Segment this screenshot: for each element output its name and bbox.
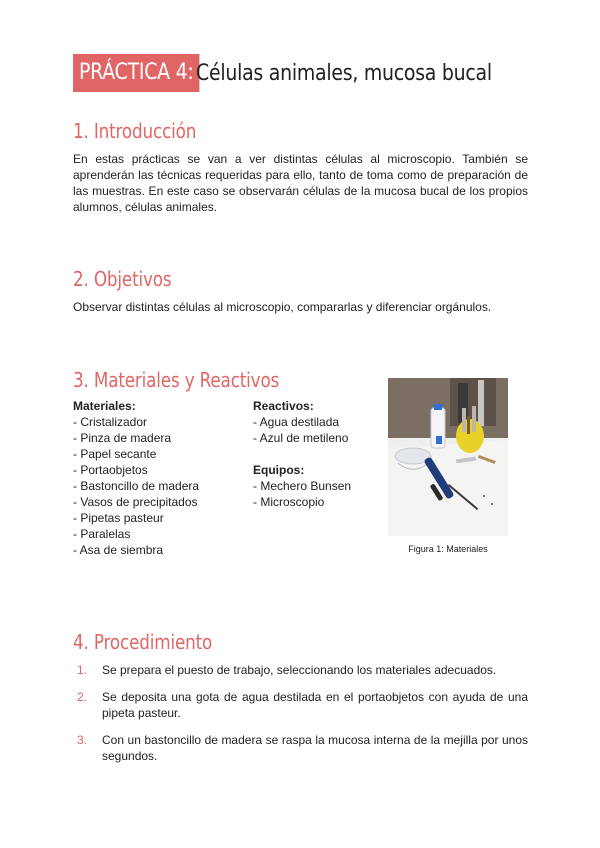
materials-label: Materiales: [73,399,136,413]
spacer [253,446,351,462]
step-number: 1. [77,663,88,677]
procedure-step [73,732,528,764]
materials-column [73,398,199,558]
step-text: Se prepara el puesto de trabajo, seleccionando los materiales adecuados. [102,663,497,677]
list-item: - Mechero Bunsen [253,479,352,493]
list-item: - Agua destilada [253,415,340,429]
step-text: Con un bastoncillo de madera se raspa la mucosa interna de la mejilla por unos segundos. [102,733,528,763]
list-item: - Paralelas [73,527,131,541]
materials-photo [388,378,508,536]
heading-objectives: 2. Objetivos [73,267,172,291]
list-item: - Bastoncillo de madera [73,479,200,493]
step-number: 2. [77,690,88,704]
materials-photo-illustration [388,378,508,536]
document-title [73,53,540,93]
list-item: - Pinza de madera [73,431,172,445]
list-item: - Vasos de precipitados [73,495,198,509]
figure-caption: Figura 1: Materiales [408,544,488,554]
step-number: 3. [77,733,88,747]
list-item: - Asa de siembra [73,543,164,557]
list-item: - Portaobjetos [73,463,148,477]
list-item: - Microscopio [253,495,325,509]
heading-materials: 3. Materiales y Reactivos [73,368,280,392]
title-badge: PRÁCTICA 4: [73,54,200,92]
list-item: - Papel secante [73,447,157,461]
title-text: Células animales, mucosa bucal [196,60,492,86]
step-text: Se deposita una gota de agua destilada en el portaobjetos con ayuda de una pipeta pasteur. [102,690,528,720]
procedure-steps [73,662,528,775]
reagents-label: Reactivos: [253,399,314,413]
procedure-step [73,689,528,721]
heading-introduction: 1. Introducción [73,119,197,143]
procedure-step [73,662,528,678]
list-item: - Azul de metileno [253,431,349,445]
list-item: - Cristalizador [73,415,148,429]
objectives-text: Observar distintas células al microscopio, compararlas y diferenciar orgánulos. [73,300,492,314]
introduction-text: En estas prácticas se van a ver distintas células al microscopio. También se aprenderán las técnicas requeridas para ello, tanto de toma como de preparación de las muestras. En este caso se observarán células de la mucosa bucal de los propios alumnos, células animales. [73,152,528,214]
equipment-label: Equipos: [253,463,305,477]
list-item: - Pipetas pasteur [73,511,164,525]
reagents-column [253,398,351,510]
heading-procedure: 4. Procedimiento [73,630,213,654]
